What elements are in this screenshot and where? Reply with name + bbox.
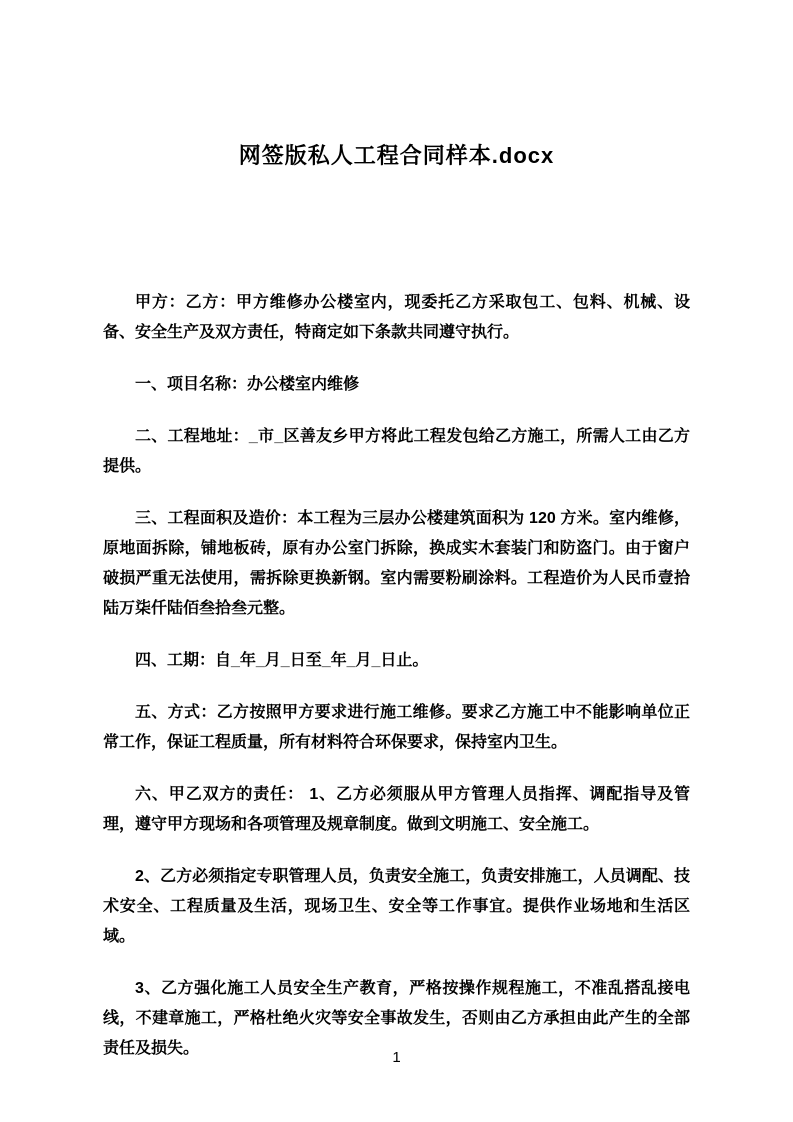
paragraph-responsibilities-1: 六、甲乙双方的责任： 1、乙方必须服从甲方管理人员指挥、调配指导及管理，遵守甲方现场和各项管理及规章制度。做到文明施工、安全施工。	[103, 786, 690, 833]
paragraph-area-and-price: 三、工程面积及造价：本工程为三层办公楼建筑面积为 120 方米。室内维修，原地面拆除，铺地板砖，原有办公室门拆除，换成实木套装门和防盗门。由于窗户破损严重无法使用，需拆除更换新钢。室内需要粉刷涂料。工程造价为人民币壹拾陆万柒仟陆佰叁拾叁元整。	[103, 510, 690, 617]
paragraph-method: 五、方式：乙方按照甲方要求进行施工维修。要求乙方施工中不能影响单位正常工作，保证工程质量，所有材料符合环保要求，保持室内卫生。	[103, 704, 690, 751]
paragraph-responsibilities-3: 3、乙方强化施工人员安全生产教育，严格按操作规程施工，不准乱搭乱接电线，不建章施工，严格杜绝火灾等安全事故发生，否则由乙方承担由此产生的全部责任及损失。	[103, 980, 690, 1057]
document-title: 网签版私人工程合同样本.docx	[238, 143, 555, 168]
page-number: 1	[392, 1049, 401, 1066]
document-body	[103, 288, 690, 1064]
paragraph-project-name: 一、项目名称：办公楼室内维修	[135, 376, 360, 393]
paragraph-project-address: 二、工程地址：_市_区善友乡甲方将此工程发包给乙方施工，所需人工由乙方提供。	[103, 428, 690, 475]
paragraph-intro: 甲方：乙方：甲方维修办公楼室内，现委托乙方采取包工、包料、机械、设备、安全生产及双方责任，特商定如下条款共同遵守执行。	[103, 294, 690, 341]
paragraph-duration: 四、工期：自_年_月_日至_年_月_日止。	[135, 652, 429, 669]
paragraph-responsibilities-2: 2、乙方必须指定专职管理人员，负责安全施工，负责安排施工，人员调配、技术安全、工程质量及生活，现场卫生、安全等工作事宜。提供作业场地和生活区域。	[103, 868, 690, 945]
